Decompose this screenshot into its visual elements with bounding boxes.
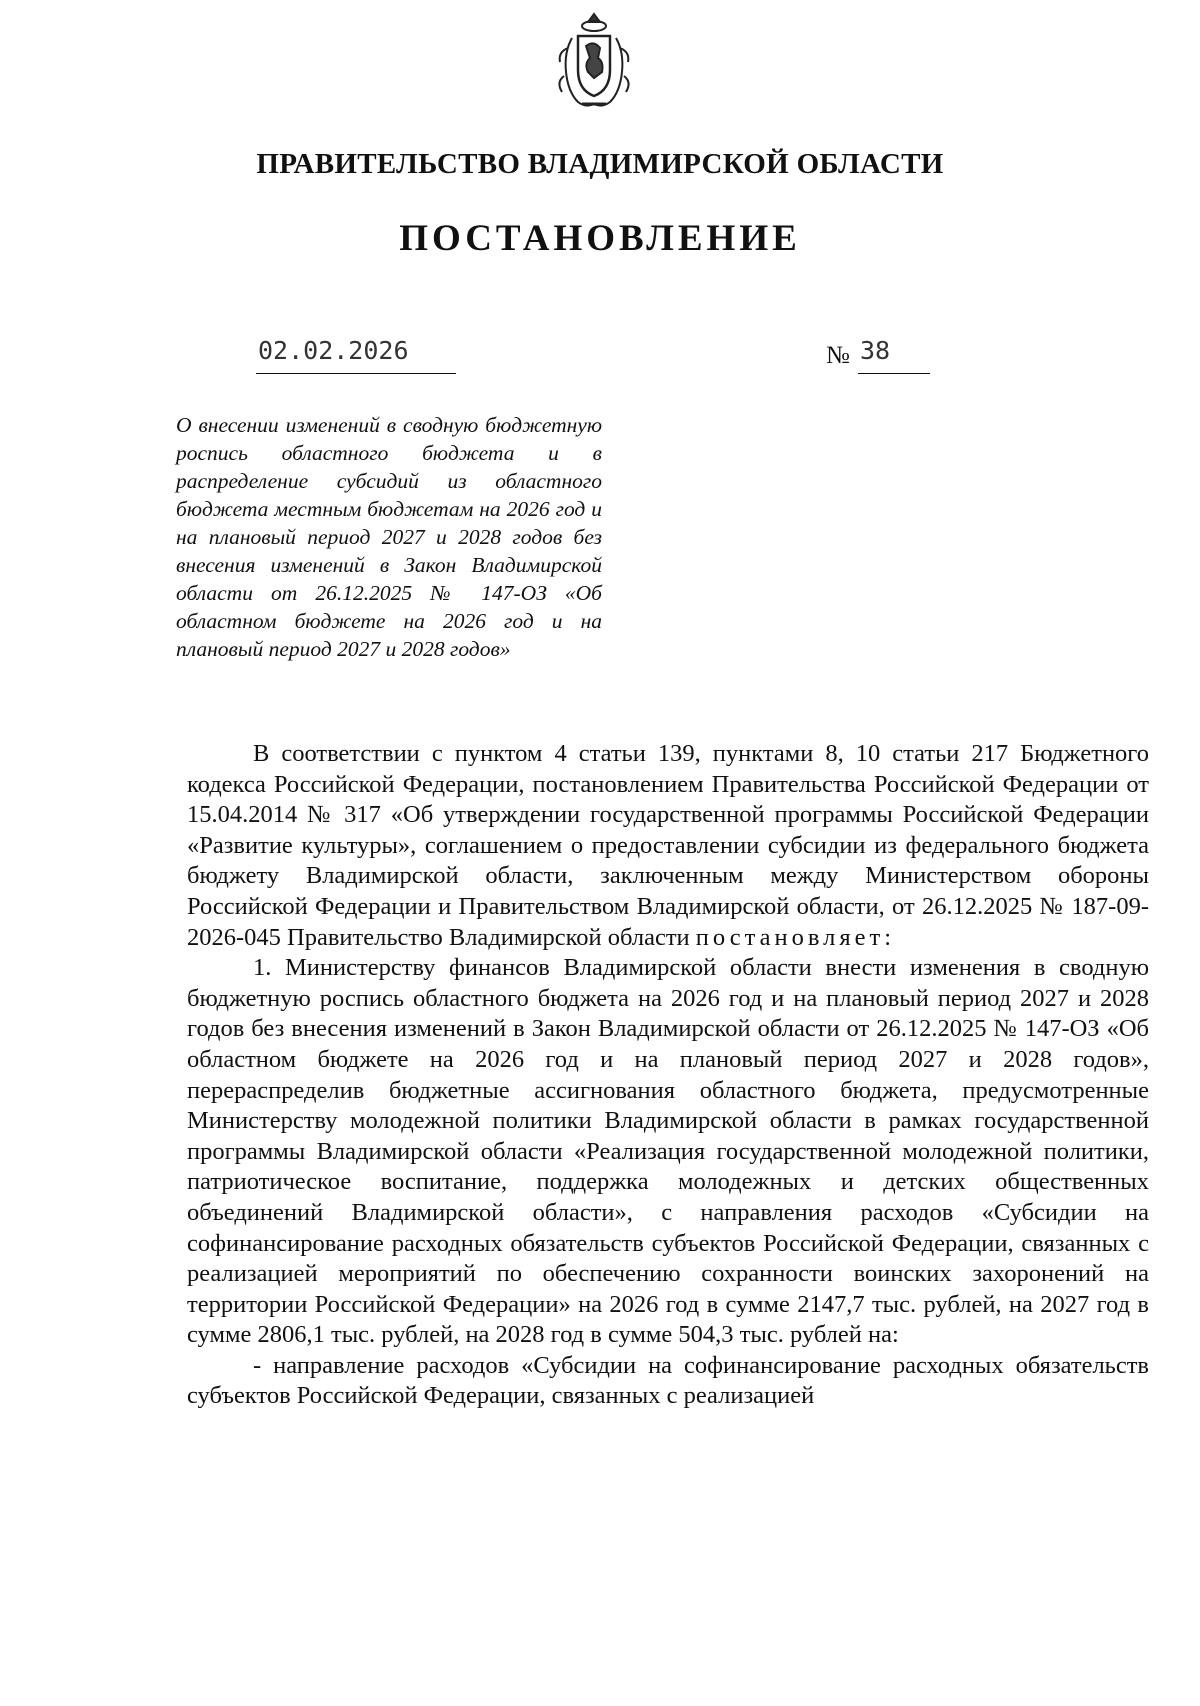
date-underline — [256, 373, 456, 374]
document-date: 02.02.2026 — [258, 336, 409, 365]
item-1-dash-paragraph: - направление расходов «Субсидии на софинансирование расходных обязательств субъектов Российской Федерации, связанных с реализацией — [187, 1351, 1149, 1410]
preamble-text: В соответствии с пунктом 4 статьи 139, пунктами 8, 10 статьи 217 Бюджетного кодекса Российской Федерации, постановлением Правительства Российской Федерации от 15.04.2014 № 317 «Об утверждении государственной программы Российской Федерации «Развитие культуры», соглашением о предоставлении субсидии из федерального бюджета бюджету Владимирской области, заключенным между Министерством обороны Российской Федерации и Правительством Владимирской области, от 26.12.2025 № 187-09-2026-045 Правительство Владимирской области — [187, 740, 1149, 951]
coat-of-arms-icon — [548, 12, 640, 112]
document-type: ПОСТАНОВЛЕНИЕ — [399, 218, 801, 259]
document-number: 38 — [860, 336, 891, 365]
document-body — [187, 739, 1149, 1412]
number-underline — [858, 373, 930, 374]
number-sign: № — [826, 342, 850, 369]
item-1-paragraph: 1. Министерству финансов Владимирской области внести изменения в сводную бюджетную роспись областного бюджета на 2026 год и на плановый период 2027 и 2028 годов без внесения изменений в Закон Владимирской области от 26.12.2025 № 147-ОЗ «Об областном бюджете на 2026 год и на плановый период 2027 и 2028 годов», перераспределив бюджетные ассигнования областного бюджета, предусмотренные Министерству молодежной политики Владимирской области в рамках государственной программы Владимирской области «Реализация государственной молодежной политики, патриотическое воспитание, поддержка молодежных и детских общественных объединений Владимирской области», с направления расходов «Субсидии на софинансирование расходных обязательств субъектов Российской Федерации, связанных с реализацией мероприятий по обеспечению сохранности воинских захоронений на территории Российской Федерации» на 2026 год в сумме 2147,7 тыс. рублей, на 2027 год в сумме 2806,1 тыс. рублей, на 2028 год в сумме 504,3 тыс. рублей на: — [187, 954, 1149, 1349]
preamble-paragraph — [187, 739, 1149, 953]
resolves-text: постановляет: — [695, 923, 896, 951]
government-title: ПРАВИТЕЛЬСТВО ВЛАДИМИРСКОЙ ОБЛАСТИ — [256, 148, 944, 180]
document-subject: О внесении изменений в сводную бюджетную роспись областного бюджета и в распределение субсидий из областного бюджета местным бюджетам на 2026 год и на плановый период 2027 и 2028 годов без внесения изменений в Закон Владимирской области от 26.12.2025 № 147-ОЗ «Об областном бюджете на 2026 год и на плановый период 2027 и 2028 годов» — [176, 413, 602, 661]
